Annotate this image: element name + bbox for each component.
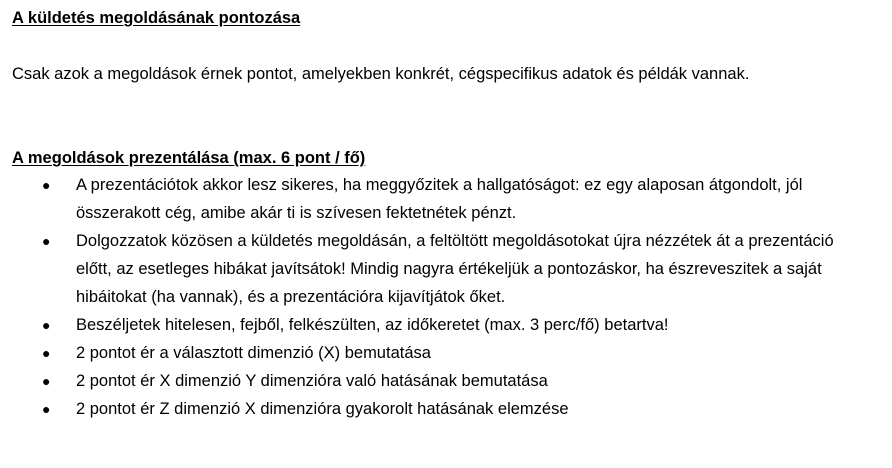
list-item-text: Dolgozzatok közösen a küldetés megoldásán, a feltöltött megoldásotokat újra nézzétek át a prezentáció előtt, az esetleges hibákat javítsátok! Mindig nagyra értékeljük a pontozáskor, ha észreveszitek a saját hibáitokat (ha vannak), és a prezentációra kijavítjátok őket. <box>76 232 834 306</box>
section-heading-scoring: A küldetés megoldásának pontozása <box>12 9 301 27</box>
scoring-paragraph: Csak azok a megoldások érnek pontot, amelyekben konkrét, cégspecifikus adatok és példák vannak. <box>12 65 750 83</box>
list-item <box>0 395 892 423</box>
bullet-icon: ● <box>42 373 51 389</box>
list-item-text: 2 pontot ér X dimenzió Y dimenzióra való hatásának bemutatása <box>76 372 548 390</box>
list-item <box>0 171 892 227</box>
list-item <box>0 227 892 311</box>
bullet-icon: ● <box>42 177 51 193</box>
presentation-bullet-list <box>0 171 892 423</box>
list-item-text: 2 pontot ér a választott dimenzió (X) bemutatása <box>76 344 431 362</box>
section-heading-presentation: A megoldások prezentálása (max. 6 pont / fő) <box>12 149 366 167</box>
bullet-icon: ● <box>42 233 51 249</box>
list-item <box>0 311 892 339</box>
list-item-text: 2 pontot ér Z dimenzió X dimenzióra gyakorolt hatásának elemzése <box>76 400 569 418</box>
list-item-text: A prezentációtok akkor lesz sikeres, ha meggyőzitek a hallgatóságot: ez egy alaposan átgondolt, jól összerakott cég, amibe akár ti is szívesen fektetnétek pénzt. <box>76 176 803 222</box>
list-item <box>0 367 892 395</box>
bullet-icon: ● <box>42 401 51 417</box>
list-item <box>0 339 892 367</box>
bullet-icon: ● <box>42 345 51 361</box>
bullet-icon: ● <box>42 317 51 333</box>
list-item-text: Beszéljetek hitelesen, fejből, felkészülten, az időkeretet (max. 3 perc/fő) betartva! <box>76 316 669 334</box>
